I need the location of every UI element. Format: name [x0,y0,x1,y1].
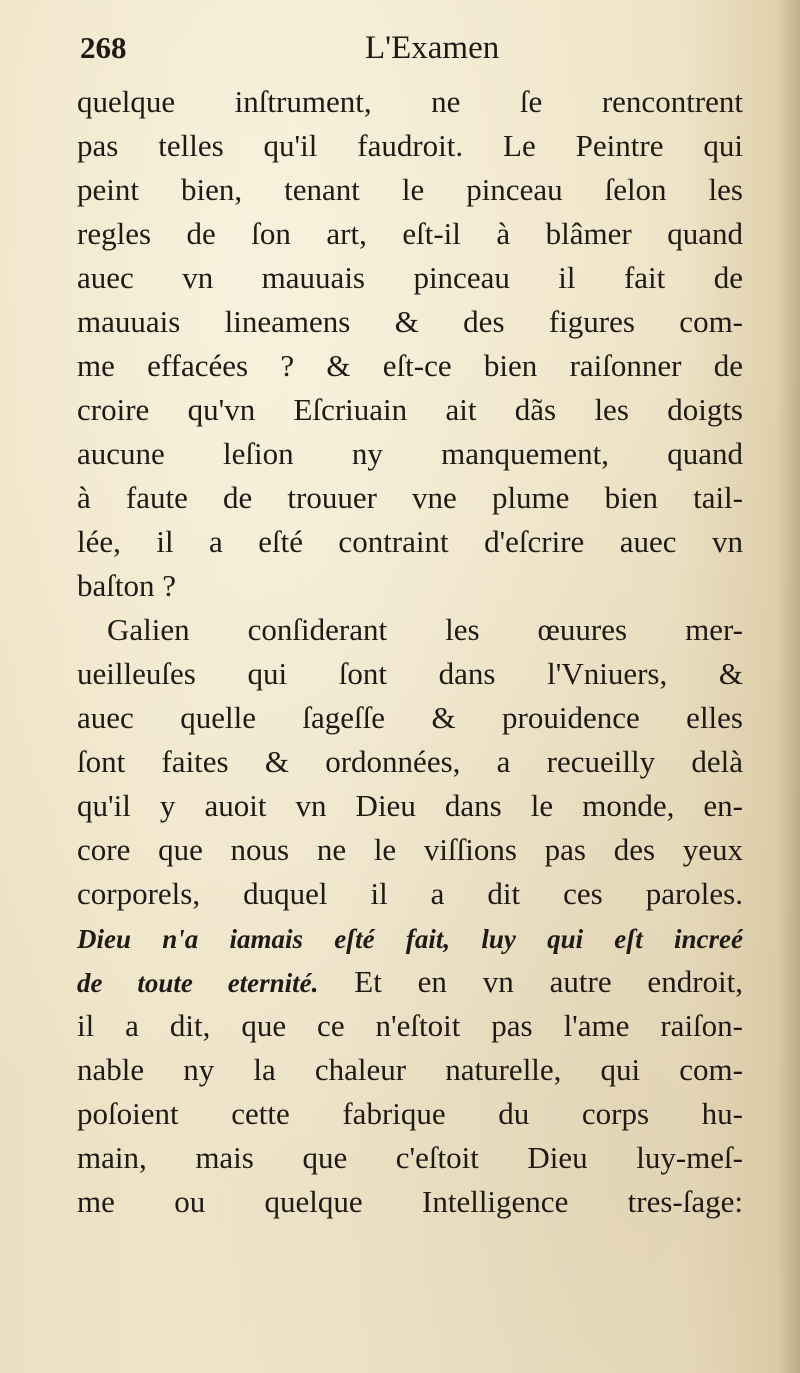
text-line: auec vn mauuais pinceau il fait de [77,260,743,295]
text-line: regles de ſon art, eſt-il à blâmer quand [77,216,743,251]
body-text [77,80,743,1224]
running-title: L'Examen [365,30,500,66]
text-line: me effacées ? & eſt-ce bien raiſonner de [77,348,743,383]
page-number: 268 [80,30,127,65]
text-line: quelque inſtrument, ne ſe rencontrent [77,84,743,119]
text-line: à faute de trouuer vne plume bien tail- [77,480,743,515]
quote-line [77,916,743,960]
text-line: lée, il a eſté contraint d'eſcrire auec vn [77,524,743,559]
text-line: main, mais que c'eſtoit Dieu luy-meſ- [77,1140,743,1175]
quote-text: de toute eternité. [77,968,319,998]
paragraph-start-line: Galien conſiderant les œuures mer- [107,612,743,647]
text-line: ueilleuſes qui ſont dans l'Vniuers, & [77,656,743,691]
text-line: nable ny la chaleur naturelle, qui com- [77,1052,743,1087]
text-line: il a dit, que ce n'eſtoit pas l'ame raiſon- [77,1008,743,1043]
text-line: croire qu'vn Eſcriuain ait dãs les doigts [77,392,743,427]
text-line: core que nous ne le viſſions pas des yeux [77,832,743,867]
text-line: baſton ? [77,568,176,603]
text-line: auec quelle ſageſſe & prouidence elles [77,700,743,735]
page-edge-shadow [778,0,800,1373]
quote-continuation-line [77,960,743,1004]
text-line: pas telles qu'il faudroit. Le Peintre qui [77,128,743,163]
text-line: mauuais lineamens & des figures com- [77,304,743,339]
text-line: qu'il y auoit vn Dieu dans le monde, en- [77,788,743,823]
roman-text: Et en vn autre endroit, [318,964,743,999]
text-line: peint bien, tenant le pinceau ſelon les [77,172,743,207]
text-line: poſoient cette fabrique du corps hu- [77,1096,743,1131]
text-line: me ou quelque Intelligence tres-ſage: [77,1184,743,1219]
text-line: ſont faites & ordonnées, a recueilly delà [77,744,743,779]
text-line: corporels, duquel il a dit ces paroles. [77,876,743,911]
quote-text: Dieu n'a iamais eſté fait, luy qui eſt increé [77,924,743,954]
running-head [80,30,740,80]
text-line: aucune leſion ny manquement, quand [77,436,743,471]
